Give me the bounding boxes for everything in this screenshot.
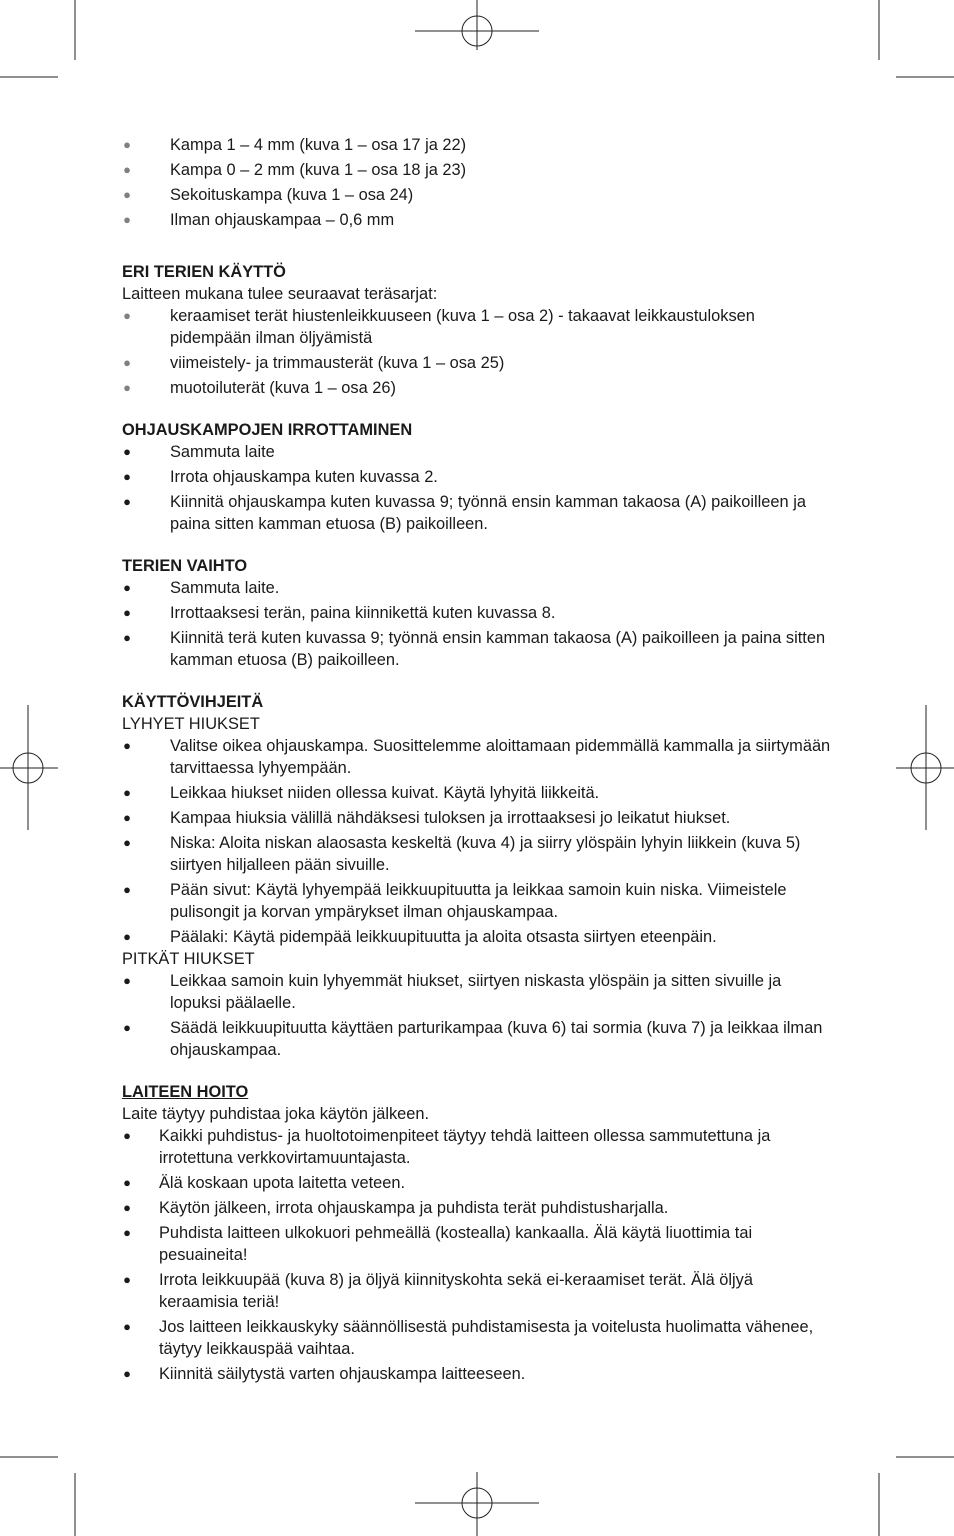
blades-section: [122, 261, 834, 399]
list-item: ● Älä koskaan upota laitetta veteen.: [123, 1174, 406, 1192]
section-heading: TERIEN VAIHTO: [122, 557, 248, 575]
list-item: ● viimeistely- ja trimmausterät (kuva 1 – osa 25): [123, 354, 505, 372]
list-item: ● Kiinnitä terä kuten kuvassa 9; työnnä ensin kamman takaosa (A) paikoilleen ja paina sitten kamman etuosa (B) paikoilleen.: [123, 629, 826, 669]
list-item: ● Kiinnitä ohjauskampa kuten kuvassa 9; työnnä ensin kamman takaosa (A) paikoilleen ja paina sitten kamman etuosa (B) paikoilleen.: [123, 493, 806, 533]
bullet-icon: ●: [123, 580, 131, 595]
list-item: ● Kiinnitä säilytystä varten ohjauskampa laitteeseen.: [123, 1365, 526, 1383]
list-item: ● Päälaki: Käytä pidempää leikkuupituutta ja aloita otsasta siirtyen eteenpäin.: [123, 928, 717, 946]
section-heading: KÄYTTÖVIHJEITÄ: [122, 693, 264, 711]
remove-combs-list: [122, 441, 834, 535]
bullet-icon: ●: [123, 1366, 131, 1381]
list-item: ● Puhdista laitteen ulkokuori pehmeällä (kostealla) kankaalla. Älä käytä liuottimia tai pesuaineita!: [123, 1224, 753, 1264]
bullet-icon: ●: [123, 738, 131, 753]
bullet-icon: ●: [123, 187, 131, 202]
list-item: ● Kampa 0 – 2 mm (kuva 1 – osa 18 ja 23): [123, 161, 467, 179]
bullet-icon: ●: [123, 1020, 131, 1035]
comb-list: [122, 134, 834, 231]
bullet-icon: ●: [123, 308, 131, 323]
bullet-icon: ●: [123, 162, 131, 177]
bullet-icon: ●: [123, 929, 131, 944]
remove-combs-section: [122, 419, 834, 535]
section-heading: OHJAUSKAMPOJEN IRROTTAMINEN: [122, 421, 413, 439]
care-section: [122, 1081, 834, 1385]
care-list: [122, 1125, 834, 1385]
list-item: ● Niska: Aloita niskan alaosasta keskeltä (kuva 4) ja siirry ylöspäin lyhyin liikkein (kuva 5) siirtyen hiljalleen pään sivuille.: [123, 834, 801, 874]
section-heading: ERI TERIEN KÄYTTÖ: [122, 263, 286, 281]
bullet-icon: ●: [123, 605, 131, 620]
bullet-icon: ●: [123, 973, 131, 988]
list-item: ● Leikkaa samoin kuin lyhyemmät hiukset, siirtyen niskasta ylöspäin ja sitten sivuille ja lopuksi päälaelle.: [123, 972, 782, 1012]
sub-heading-short-hair: LYHYET HIUKSET: [122, 715, 260, 733]
bullet-icon: ●: [123, 380, 131, 395]
list-item: ● keraamiset terät hiustenleikkuuseen (kuva 1 – osa 2) - takaavat leikkaustuloksen pidempään ilman öljyämistä: [123, 307, 755, 347]
list-item: ● Pään sivut: Käytä lyhyempää leikkuupituutta ja leikkaa samoin kuin niska. Viimeistele pulisongit ja korvan ympärykset ilman ohjauskampaa.: [123, 881, 787, 921]
sub-heading-long-hair: PITKÄT HIUKSET: [122, 950, 255, 968]
list-item: ● Säädä leikkuupituutta käyttäen parturikampaa (kuva 6) tai sormia (kuva 7) ja leikkaa ilman ohjauskampaa.: [123, 1019, 823, 1059]
list-item: ● Käytön jälkeen, irrota ohjauskampa ja puhdista terät puhdistusharjalla.: [123, 1199, 669, 1217]
list-item: ● Kampa 1 – 4 mm (kuva 1 – osa 17 ja 22): [123, 136, 467, 154]
bullet-icon: ●: [123, 1225, 131, 1240]
bullet-icon: ●: [123, 137, 131, 152]
long-hair-list: [122, 970, 834, 1061]
change-blades-section: [122, 555, 834, 671]
manual-page: [122, 134, 834, 1388]
bullet-icon: ●: [123, 810, 131, 825]
section-intro: Laitteen mukana tulee seuraavat teräsarjat:: [122, 285, 438, 303]
bullet-icon: ●: [123, 1175, 131, 1190]
list-item: ● Ilman ohjauskampaa – 0,6 mm: [123, 211, 395, 229]
bullet-icon: ●: [123, 630, 131, 645]
list-item: ● Kampaa hiuksia välillä nähdäksesi tuloksen ja irrottaaksesi jo leikatut hiukset.: [123, 809, 731, 827]
bullet-icon: ●: [123, 882, 131, 897]
section-heading: LAITEEN HOITO: [122, 1083, 249, 1101]
bullet-icon: ●: [123, 444, 131, 459]
tips-section: [122, 691, 834, 1061]
list-item: ● Irrottaaksesi terän, paina kiinnikettä kuten kuvassa 8.: [123, 604, 556, 622]
list-item: ● Sekoituskampa (kuva 1 – osa 24): [123, 186, 414, 204]
bullet-icon: ●: [123, 355, 131, 370]
bullet-icon: ●: [123, 785, 131, 800]
bullet-icon: ●: [123, 835, 131, 850]
bullet-icon: ●: [123, 1128, 131, 1143]
bullet-icon: ●: [123, 212, 131, 227]
list-item: ● Irrota leikkuupää (kuva 8) ja öljyä kiinnityskohta sekä ei-keraamiset terät. Älä öljyä keraamisia teriä!: [123, 1271, 753, 1311]
bullet-icon: ●: [123, 469, 131, 484]
bullet-icon: ●: [123, 1272, 131, 1287]
section-intro: Laite täytyy puhdistaa joka käytön jälkeen.: [122, 1105, 430, 1123]
list-item: ● Valitse oikea ohjauskampa. Suosittelemme aloittamaan pidemmällä kammalla ja siirtymään tarvittaessa lyhyempään.: [123, 737, 831, 777]
bullet-icon: ●: [123, 1200, 131, 1215]
bullet-icon: ●: [123, 494, 131, 509]
change-blades-list: [122, 577, 834, 671]
short-hair-list: [122, 735, 834, 948]
blades-list: [122, 305, 834, 399]
list-item: ● Irrota ohjauskampa kuten kuvassa 2.: [123, 468, 438, 486]
list-item: ● Jos laitteen leikkauskyky säännöllisestä puhdistamisesta ja voitelusta huolimatta vähenee, täytyy leikkauspää vaihtaa.: [123, 1318, 814, 1358]
list-item: ● Kaikki puhdistus- ja huoltotoimenpiteet täytyy tehdä laitteen ollessa sammutettuna ja irrotettuna verkkovirtamuuntajasta.: [123, 1127, 771, 1167]
list-item: ● muotoiluterät (kuva 1 – osa 26): [123, 379, 396, 397]
bullet-icon: ●: [123, 1319, 131, 1334]
list-item: ● Leikkaa hiukset niiden ollessa kuivat. Käytä lyhyitä liikkeitä.: [123, 784, 600, 802]
list-item: ● Sammuta laite: [123, 443, 275, 461]
list-item: ● Sammuta laite.: [123, 579, 280, 597]
